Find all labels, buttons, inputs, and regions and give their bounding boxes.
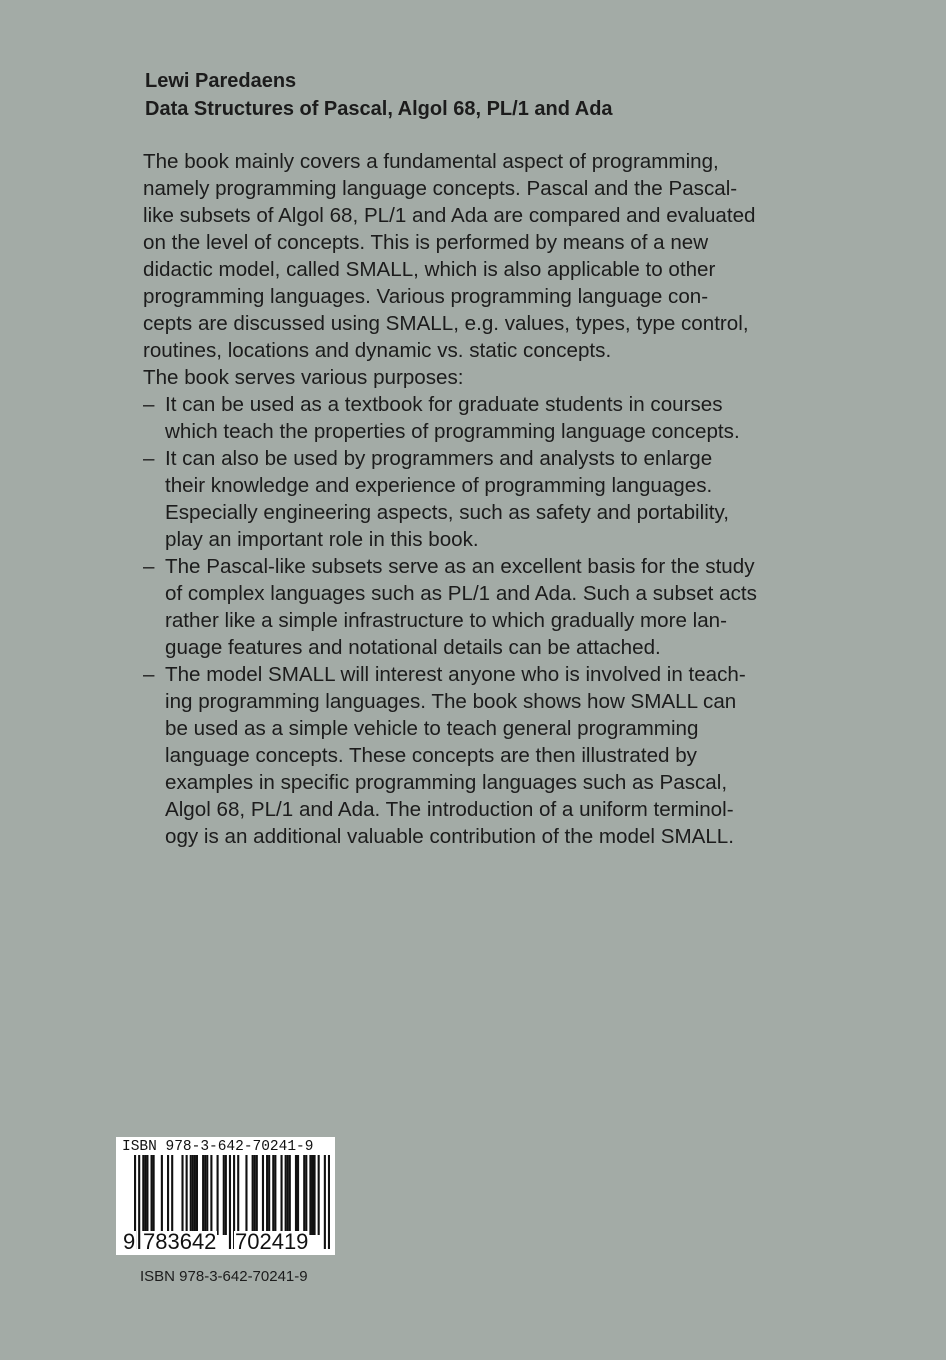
barcode-bar (254, 1155, 256, 1235)
barcode-isbn-label: ISBN 978-3-642-70241-9 (122, 1139, 314, 1155)
barcode-bar (142, 1155, 144, 1235)
barcode-bar (223, 1155, 225, 1235)
intro-line: namely programming language concepts. Pascal and the Pascal- (143, 177, 738, 200)
purpose-line: ogy is an additional valuable contribution of the model SMALL. (165, 825, 734, 848)
barcode-bar (196, 1155, 198, 1235)
barcode-bar (256, 1155, 258, 1235)
intro-line: routines, locations and dynamic vs. static concepts. (143, 339, 612, 362)
barcode-bar (328, 1155, 330, 1249)
barcode-bar (324, 1155, 326, 1249)
purpose-line: which teach the properties of programming language concepts. (165, 420, 740, 443)
purpose-list-item (143, 661, 843, 850)
barcode-bar (190, 1155, 192, 1235)
isbn-text: ISBN 978-3-642-70241-9 (140, 1268, 308, 1285)
barcode-bar (295, 1155, 297, 1235)
barcode-bar (144, 1155, 146, 1235)
barcode-bar (146, 1155, 148, 1235)
barcode-bar (151, 1155, 153, 1235)
purpose-line: play an important role in this book. (165, 528, 479, 551)
purpose-line: Algol 68, PL/1 and Ada. The introduction of a uniform terminol- (165, 798, 734, 821)
dash-bullet: – (143, 663, 155, 686)
blurb-text (143, 148, 843, 850)
barcode-bar (274, 1155, 276, 1235)
barcode-bar (311, 1155, 313, 1235)
intro-line: on the level of concepts. This is performed by means of a new (143, 231, 709, 254)
purpose-list-item (143, 445, 843, 553)
barcode-bar (217, 1155, 219, 1235)
dash-bullet: – (143, 555, 155, 578)
barcode-bar (318, 1155, 320, 1235)
barcode-bar (303, 1155, 305, 1235)
book-title: Data Structures of Pascal, Algol 68, PL/1 and Ada (145, 98, 613, 120)
barcode-bar (202, 1155, 204, 1235)
barcode-bar (245, 1155, 247, 1235)
barcode-bar (268, 1155, 270, 1235)
intro-line: like subsets of Algol 68, PL/1 and Ada are compared and evaluated (143, 204, 756, 227)
barcode-bar (289, 1155, 291, 1235)
purpose-line: Especially engineering aspects, such as safety and portability, (165, 501, 729, 524)
purpose-line: guage features and notational details can be attached. (165, 636, 661, 659)
barcode-bar (237, 1155, 239, 1235)
barcode-bar (194, 1155, 196, 1235)
intro-line: The book mainly covers a fundamental aspect of programming, (143, 150, 719, 173)
barcode-bar (305, 1155, 307, 1235)
purpose-line: The Pascal-like subsets serve as an excellent basis for the study (165, 555, 755, 578)
purpose-line: ing programming languages. The book shows how SMALL can (165, 690, 737, 713)
barcode-bar (229, 1155, 231, 1249)
isbn-barcode (116, 1137, 335, 1255)
barcode-bar (204, 1155, 206, 1235)
book-header (145, 67, 865, 123)
purpose-line: their knowledge and experience of programming languages. (165, 474, 713, 497)
barcode-bar (138, 1155, 140, 1249)
purpose-list-item (143, 553, 843, 661)
barcode-digits-first: 9 (123, 1229, 136, 1254)
barcode-bar (171, 1155, 173, 1235)
barcode-bar (313, 1155, 315, 1235)
barcode-bar (287, 1155, 289, 1235)
purpose-line: language concepts. These concepts are then illustrated by (165, 744, 697, 767)
purpose-line: The model SMALL will interest anyone who is involved in teach- (165, 663, 746, 686)
intro-line: The book serves various purposes: (143, 366, 464, 389)
purpose-line: It can be used as a textbook for graduate students in courses (165, 393, 723, 416)
intro-line: programming languages. Various programming language con- (143, 285, 709, 308)
barcode-bar (272, 1155, 274, 1235)
barcode-bar (225, 1155, 227, 1235)
barcode-bar (161, 1155, 163, 1235)
purpose-line: It can also be used by programmers and analysts to enlarge (165, 447, 713, 470)
barcode-bar (309, 1155, 311, 1235)
dash-bullet: – (143, 447, 155, 470)
barcode-digits-left: 783642 (143, 1229, 217, 1254)
barcode-bar (192, 1155, 194, 1235)
barcode-bar (266, 1155, 268, 1235)
barcode-bar (153, 1155, 155, 1235)
barcode-bar (186, 1155, 188, 1235)
purpose-line: be used as a simple vehicle to teach general programming (165, 717, 699, 740)
barcode-bar (167, 1155, 169, 1235)
author-name: Lewi Paredaens (145, 70, 297, 92)
barcode-digits-right: 702419 (235, 1229, 309, 1254)
barcode-bar (262, 1155, 264, 1235)
barcode-bar (210, 1155, 212, 1235)
barcode-bar (181, 1155, 183, 1235)
barcode-bar (206, 1155, 208, 1235)
barcode-bar (297, 1155, 299, 1235)
purpose-line: rather like a simple infrastructure to which gradually more lan- (165, 609, 727, 632)
purpose-line: examples in specific programming languages such as Pascal, (165, 771, 728, 794)
barcode-bar (252, 1155, 254, 1235)
intro-line: cepts are discussed using SMALL, e.g. values, types, type control, (143, 312, 749, 335)
purpose-line: of complex languages such as PL/1 and Ada. Such a subset acts (165, 582, 757, 605)
dash-bullet: – (143, 393, 155, 416)
barcode-bar (285, 1155, 287, 1235)
barcode-bar (280, 1155, 282, 1235)
intro-line: didactic model, called SMALL, which is also applicable to other (143, 258, 716, 281)
purpose-list-item (143, 391, 843, 445)
